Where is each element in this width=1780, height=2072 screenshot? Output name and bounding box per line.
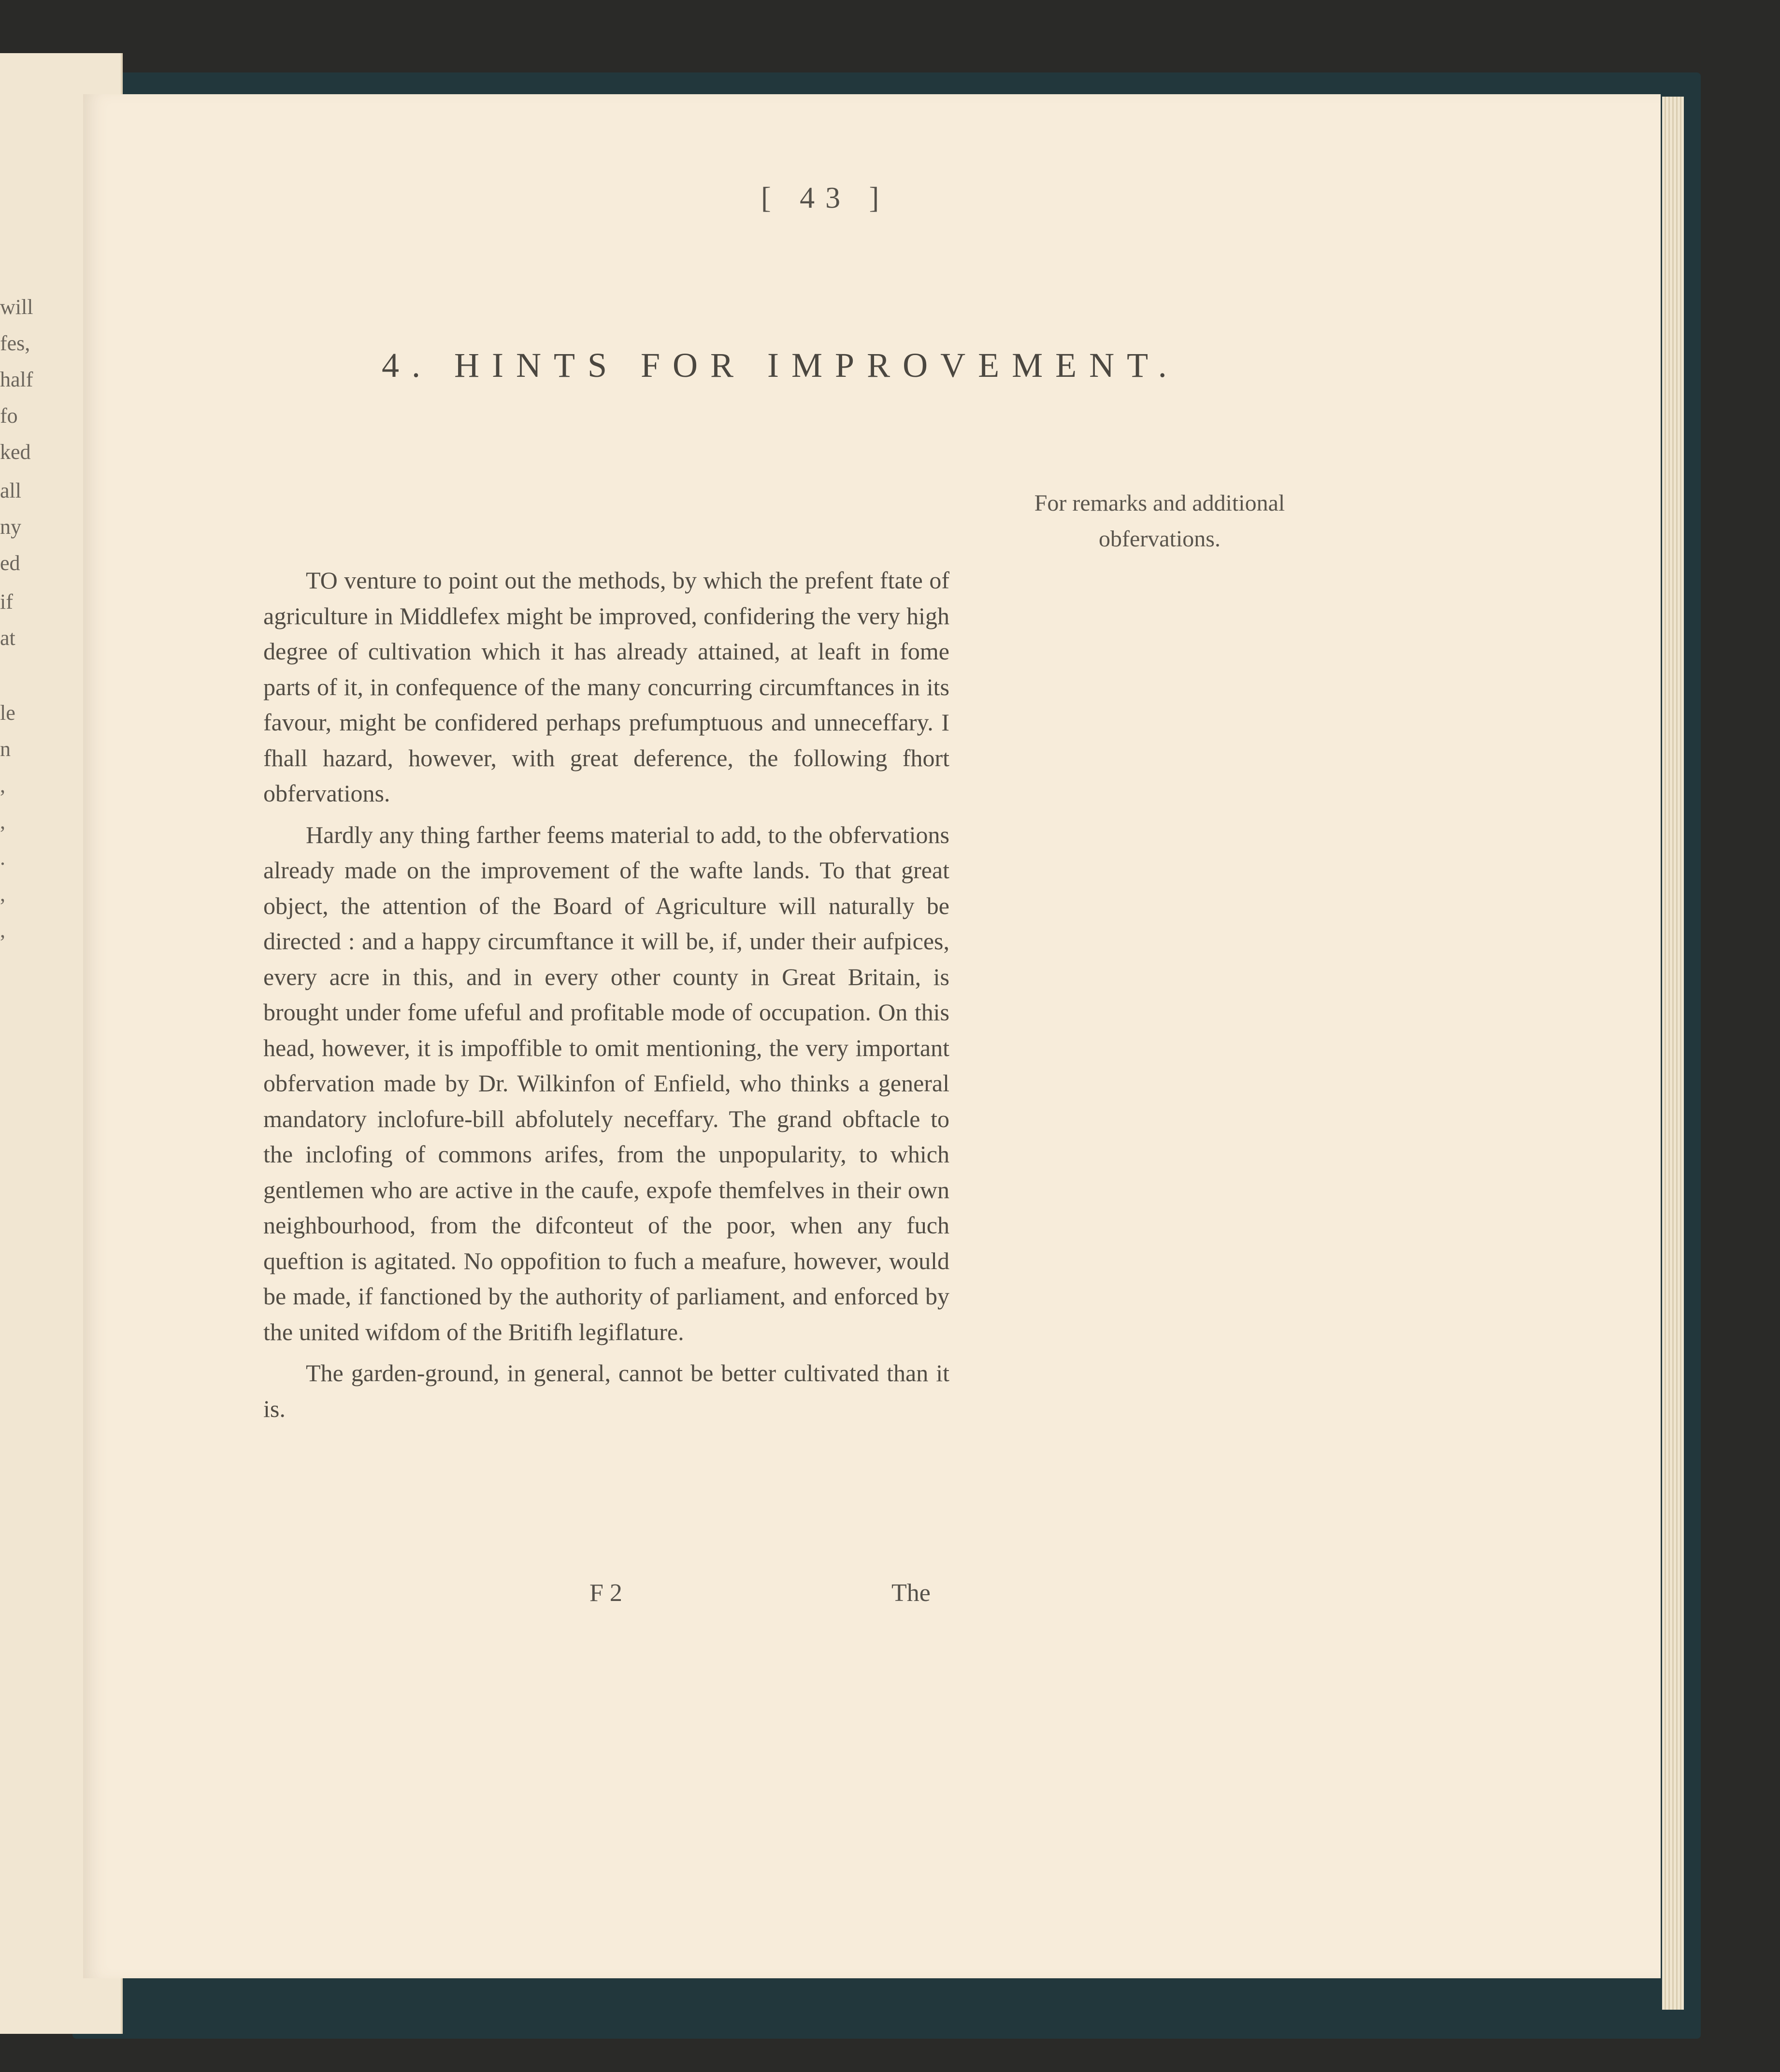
section-title: 4. HINTS FOR IMPROVEMENT. — [382, 346, 1179, 385]
left-page-fragment: at — [0, 626, 15, 650]
catchword: The — [891, 1579, 931, 1607]
page-number: [ 43 ] — [761, 182, 890, 214]
paragraph: The garden-ground, in general, cannot be better cultivated than it is. — [263, 1359, 949, 1422]
page-edges — [1662, 97, 1684, 2010]
left-page-fragment: , — [0, 773, 5, 797]
left-page-fragment: half — [0, 368, 33, 391]
left-page-fragment: ny — [0, 515, 21, 539]
left-page-fragment: le — [0, 701, 15, 725]
left-page-fragment: will — [0, 295, 33, 319]
signature-mark: F 2 — [589, 1579, 622, 1607]
left-page-fragment: n — [0, 737, 11, 761]
left-page-fragment: fo — [0, 404, 18, 428]
left-page-fragment: if — [0, 590, 13, 614]
paragraph: Hardly any thing farther feems material to add, to the obfervations already made on the improvement of the wafte lands. To that great object, the attention of the Board of Agriculture will naturally be directed : and a happy circumftance it will be, if, under their aufpices, every acre in this, and in every other county in Great Britain, is brought under fome ufeful and profitable mode of occupation. On this head, however, it is impoffible to omit mentioning, the very important obfervation made by Dr. Wilkinfon of Enfield, who thinks a general mandatory inclofure-bill abfolutely neceffary. The grand obftacle to the inclofing of commons arifes, from the unpopularity, to which gentlemen who are active in the caufe, expofe themfelves in their own neighbourhood, from the difconteut of the poor, when any fuch queftion is agitated. No oppofition to fuch a meafure, however, would be made, if fanctioned by the authority of parliament, and enforced by the united wifdom of the Britifh legiflature. — [263, 821, 949, 1345]
left-page-fragment: , — [0, 918, 5, 942]
left-page-fragment: ked — [0, 440, 31, 464]
left-page-fragment: . — [0, 846, 5, 870]
margin-note: For remarks and additional obfervations. — [1034, 490, 1285, 552]
left-page-fragment: , — [0, 810, 5, 833]
left-page-fragment: ed — [0, 551, 20, 575]
body-text — [263, 563, 949, 1432]
left-page-fragment: all — [0, 479, 21, 502]
left-page-fragment: fes, — [0, 331, 30, 355]
left-page-fragment: , — [0, 882, 5, 906]
paragraph: TO venture to point out the methods, by which the prefent ftate of agriculture in Middlefex might be improved, confidering the very high degree of cultivation which it has already attained, at leaft in fome parts of it, in confequence of the many concurring circumftances in its favour, might be confidered perhaps prefumptuous and unneceffary. I fhall hazard, however, with great deference, the following fhort obfervations. — [263, 567, 949, 807]
